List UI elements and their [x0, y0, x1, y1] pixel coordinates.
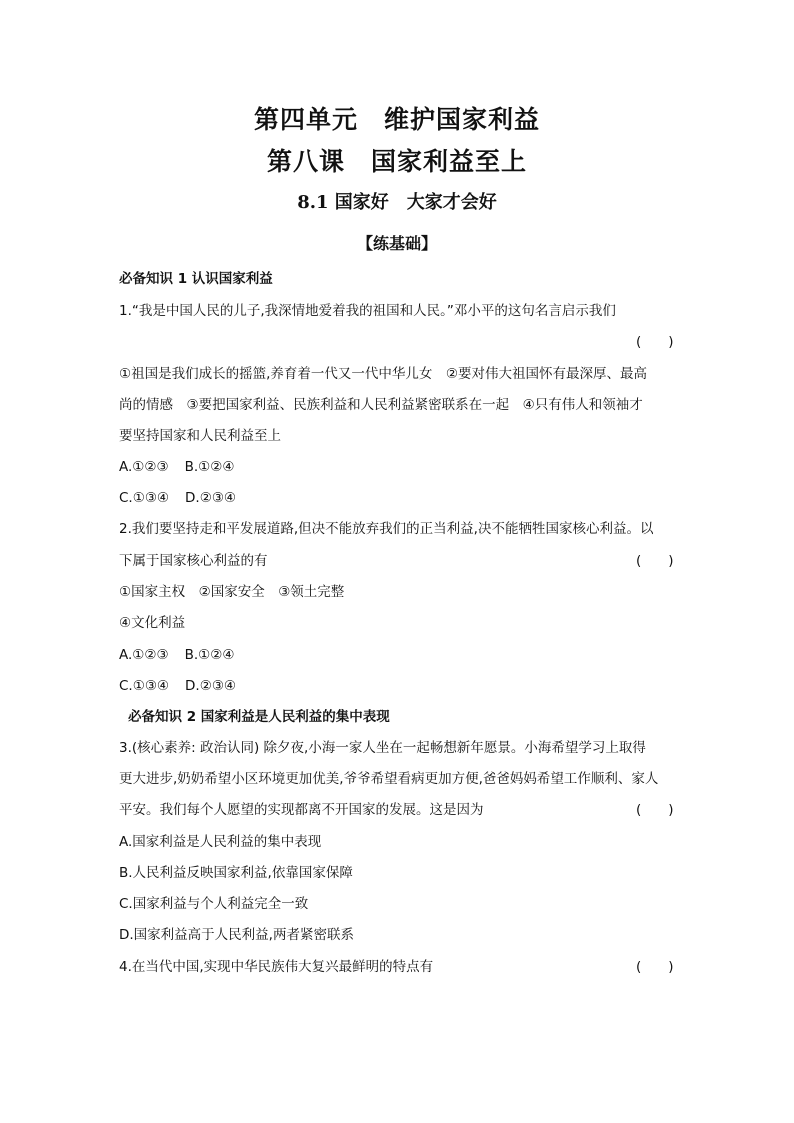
question-2-statement-line: ④文化利益 [119, 615, 186, 631]
section-title: 8.1 国家好 大家才会好 [297, 192, 497, 213]
question-4-answer-blank: ( ) [636, 959, 674, 975]
option-c[interactable]: C.①③④ [119, 678, 170, 694]
option-a[interactable]: A.①②③ [119, 459, 169, 475]
section-heading-1: 必备知识 1 认识国家利益 [119, 271, 273, 287]
question-1-statement-line: 要坚持国家和人民利益至上 [119, 428, 281, 444]
option-d[interactable]: D.②③④ [185, 490, 237, 506]
question-3-stem: 平安。我们每个人愿望的实现都离不开国家的发展。这是因为 [119, 802, 484, 818]
option-d[interactable]: D.②③④ [185, 678, 237, 694]
question-1-options-row [119, 458, 679, 476]
question-2-options-row [119, 677, 679, 695]
question-2-options-row [119, 646, 679, 664]
question-1-options-row [119, 489, 679, 507]
practice-label: 【练基础】 [356, 234, 437, 253]
option-a[interactable]: A.①②③ [119, 647, 169, 663]
question-2-stem: 2.我们要坚持走和平发展道路,但决不能放弃我们的正当利益,决不能牺牲国家核心利益。以 [119, 521, 654, 537]
question-4-stem: 4.在当代中国,实现中华民族伟大复兴最鲜明的特点有 [119, 959, 434, 975]
option-b[interactable]: B.①②④ [184, 459, 235, 475]
question-1-statement-line: ①祖国是我们成长的摇篮,养育着一代又一代中华儿女 ②要对伟大祖国怀有最深厚、最高 [119, 366, 647, 382]
option-c[interactable]: C.①③④ [119, 490, 170, 506]
unit-title: 第四单元 维护国家利益 [253, 105, 540, 134]
section-heading-2: 必备知识 2 国家利益是人民利益的集中表现 [128, 709, 390, 725]
question-3-stem: 3.(核心素养: 政治认同) 除夕夜,小海一家人坐在一起畅想新年愿景。小海希望学习上取得 [119, 740, 646, 756]
option-a[interactable]: A.国家利益是人民利益的集中表现 [119, 834, 322, 850]
option-d[interactable]: D.国家利益高于人民利益,两者紧密联系 [119, 927, 354, 943]
option-b[interactable]: B.人民利益反映国家利益,依靠国家保障 [119, 865, 353, 881]
question-3-stem: 更大进步,奶奶希望小区环境更加优美,爷爷希望看病更加方便,爸爸妈妈希望工作顺利、家人 [119, 771, 659, 787]
question-2-stem: 下属于国家核心利益的有 [119, 553, 268, 569]
question-1-stem: 1.“我是中国人民的儿子,我深情地爱着我的祖国和人民。”邓小平的这句名言启示我们 [119, 303, 616, 319]
lesson-title: 第八课 国家利益至上 [266, 147, 527, 176]
option-b[interactable]: B.①②④ [184, 647, 235, 663]
question-1-statement-line: 尚的情感 ③要把国家利益、民族利益和人民利益紧密联系在一起 ④只有伟人和领袖才 [119, 397, 643, 413]
question-3-answer-blank: ( ) [636, 802, 674, 818]
question-1-answer-blank: ( ) [636, 334, 674, 350]
question-2-statement-line: ①国家主权 ②国家安全 ③领土完整 [119, 584, 345, 600]
question-2-answer-blank: ( ) [636, 553, 674, 569]
option-c[interactable]: C.国家利益与个人利益完全一致 [119, 896, 309, 912]
